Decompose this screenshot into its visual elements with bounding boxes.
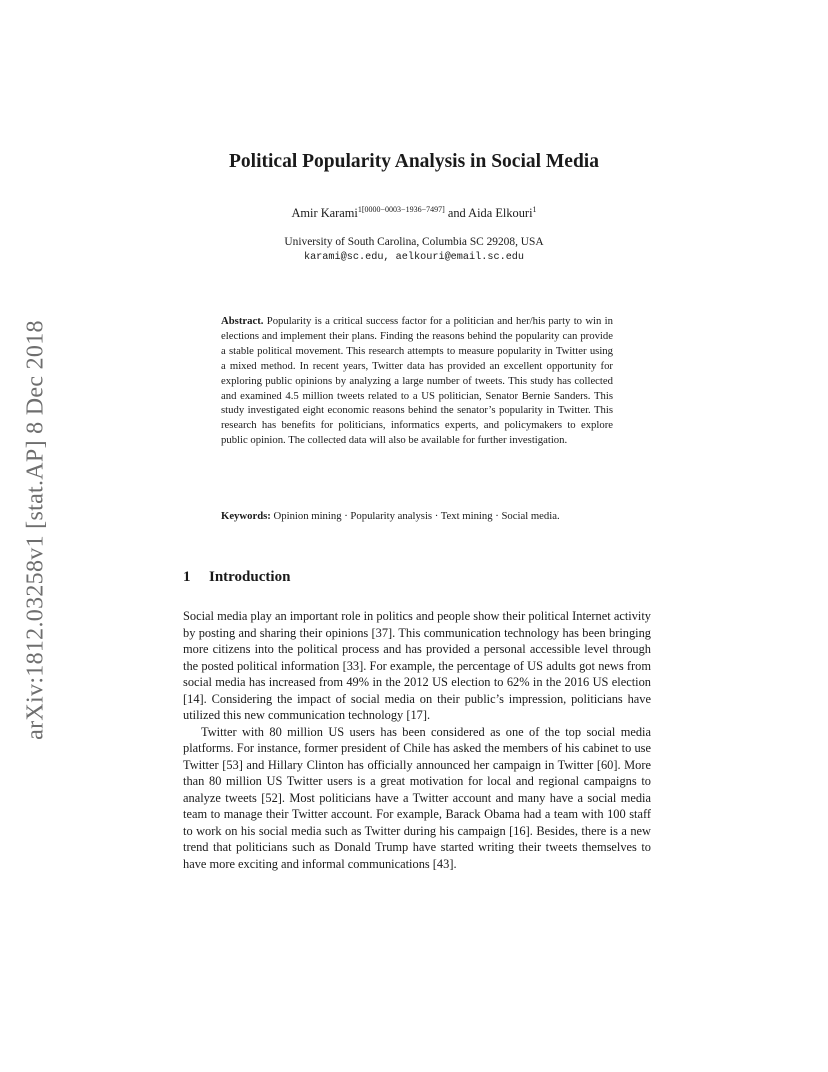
keywords-label: Keywords: bbox=[221, 510, 271, 522]
arxiv-identifier: arXiv:1812.03258v1 [stat.AP] 8 Dec 2018 bbox=[22, 320, 49, 740]
author-name: Aida Elkouri bbox=[468, 206, 533, 220]
author-conjunction: and bbox=[444, 206, 469, 220]
paragraph: Social media play an important role in politics and people show their political Internet activity by posting and sharing their opinions [37]. This communication technology has been bringing more citizens into the political process and has provided a personal accessible level through the posted political information [33]. For example, the percentage of US adults got news from social media has increased from 49% in the 2012 US election to 62% in the 2016 US election [14]. Considering the impact of social media on their public’s impression, politicians have utilized this new communication technology [17]. bbox=[183, 609, 651, 722]
paper-title: Political Popularity Analysis in Social Media bbox=[229, 151, 599, 172]
section-heading bbox=[183, 569, 290, 586]
body-text bbox=[183, 608, 651, 872]
author-name: Amir Karami bbox=[291, 206, 358, 220]
section-number: 1 bbox=[183, 569, 191, 585]
abstract-text: Popularity is a critical success factor for a politician and her/his party to win in elections and implement their plans. Finding the reasons behind the popularity can provide a stable political movement. This research attempts to measure popularity in Twitter using a mixed method. In recent years, Twitter data has provided an excellent opportunity for exploring public opinions by analyzing a large number of tweets. This study has collected and examined 4.5 million tweets related to a US politician, Senator Bernie Sanders. This study investigated eight economic reasons behind the senator’s popularity in Twitter. This research has benefits for politicians, informatics experts, and policymakers to explore public opinion. The collected data will also be available for further investigation. bbox=[221, 315, 613, 447]
section-title: Introduction bbox=[209, 569, 291, 585]
author-emails: karami@sc.edu, aelkouri@email.sc.edu bbox=[303, 252, 525, 263]
author-line bbox=[0, 205, 828, 221]
paragraph: Twitter with 80 million US users has been considered as one of the top social media platforms. For instance, former president of Chile has asked the members of his cabinet to use Twitter [53] and Hillary Clinton has officially announced her campaign in Twitter [60]. More than 80 million US Twitter users is a great motivation for local and regional campaigns to analyze tweets [52]. Most politicians have a Twitter account and many have a social media team to manage their Twitter account. For example, Barack Obama had a team with 100 staff to work on his social media such as Twitter during his campaign [16]. Besides, there is a new trend that politicians such as Donald Trump have started writing their tweets themselves to have more exciting and informal communications [43]. bbox=[183, 724, 651, 871]
keywords bbox=[221, 509, 613, 524]
author-orcid: 1[0000−0003−1936−7497] bbox=[357, 205, 445, 214]
author-affiliation-mark: 1 bbox=[532, 205, 537, 214]
abstract-label: Abstract. bbox=[221, 315, 264, 327]
abstract bbox=[221, 314, 613, 448]
affiliation: University of South Carolina, Columbia SC 29208, USA bbox=[284, 236, 544, 248]
keywords-text: Opinion mining · Popularity analysis · Text mining · Social media. bbox=[270, 510, 560, 522]
